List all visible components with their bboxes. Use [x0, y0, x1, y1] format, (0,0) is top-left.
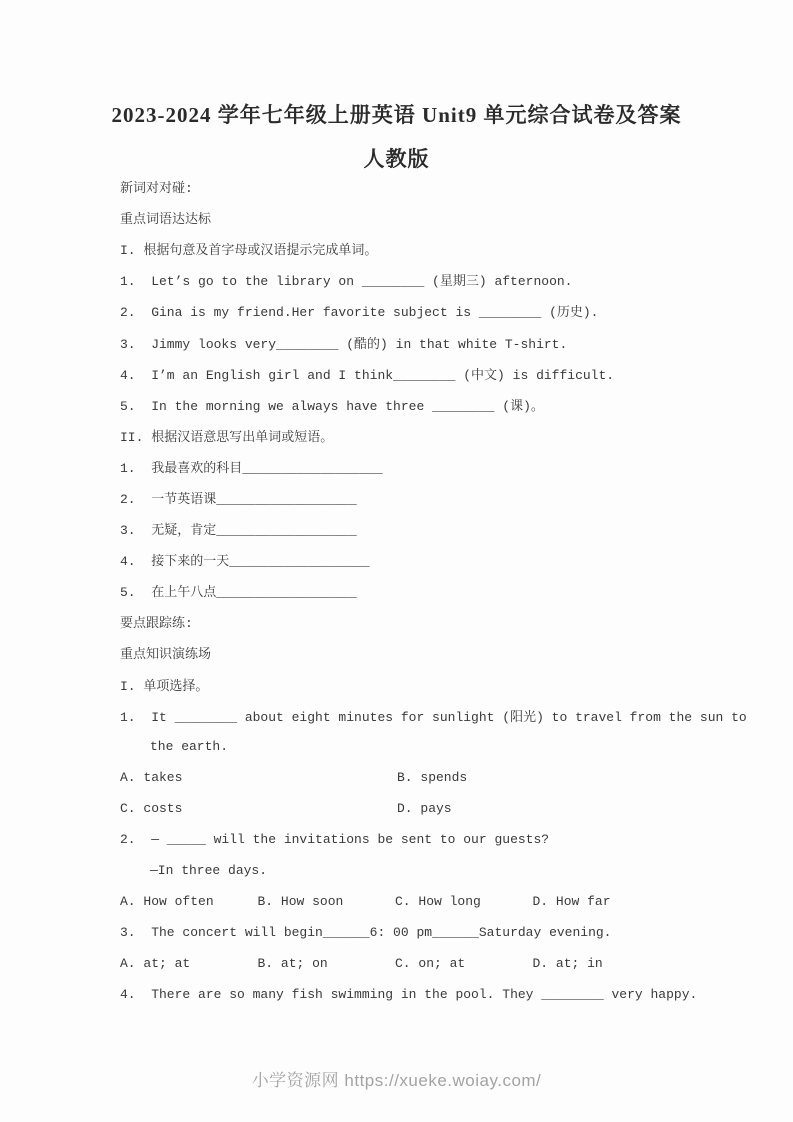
document-body: [120, 171, 747, 1011]
document-title-line2: 人教版: [363, 147, 430, 171]
label-knowledge-drill: 重点知识演练场: [120, 647, 212, 663]
choice-q1-option-b: B. spends: [397, 769, 468, 785]
part2-question-3: 3. 无疑，肯定__________________: [120, 523, 357, 539]
choice-q4-text: 4. There are so many fish swimming in the pool. They ________ very happy.: [120, 987, 698, 1003]
part1-question-4: 4. I’m an English girl and I think________ (中文) is difficult.: [120, 367, 615, 383]
choice-q2-options-row: [120, 886, 680, 917]
choice-q2-text-cont: —In three days.: [150, 863, 268, 879]
choice-q3-text: 3. The concert will begin______6: 00 pm______Saturday evening.: [120, 925, 612, 941]
part2-heading: II. 根据汉语意思写出单词或短语。: [120, 429, 334, 445]
part1-question-3: 3. Jimmy looks very________ (酷的) in that white T-shirt.: [120, 336, 568, 352]
choice-q3-option-a: A. at; at: [120, 956, 191, 972]
choice-q1-text-cont: the earth.: [150, 738, 229, 754]
choice-q3-option-b: B. at; on: [257, 956, 328, 972]
choice-q2-option-b: B. How soon: [257, 894, 344, 910]
choice-q1-options-row2: [120, 793, 680, 824]
part2-question-5: 5. 在上午八点__________________: [120, 585, 357, 601]
choice-q1-option-c: C. costs: [120, 800, 183, 816]
part2-question-4: 4. 接下来的一天__________________: [120, 554, 370, 570]
footer-watermark: 小学资源网 https://xueke.woiay.com/: [251, 1071, 542, 1090]
part2-question-2: 2. 一节英语课__________________: [120, 491, 357, 507]
part2-question-1: 1. 我最喜欢的科目__________________: [120, 460, 383, 476]
choice-q3-options-row: [120, 948, 680, 979]
choice-q2-option-a: A. How often: [120, 894, 214, 910]
choice-section-heading: I. 单项选择。: [120, 678, 209, 694]
document-title-line1: 2023-2024 学年七年级上册英语 Unit9 单元综合试卷及答案: [111, 103, 682, 127]
part1-question-1: 1. Let’s go to the library on ________ (星期三) afternoon.: [120, 274, 573, 290]
part1-heading: I. 根据句意及首字母或汉语提示完成单词。: [120, 243, 378, 259]
choice-q2-text: 2. — _____ will the invitations be sent to our guests?: [120, 832, 550, 848]
choice-q3-option-c: C. on; at: [395, 956, 466, 972]
choice-q2-option-d: D. How far: [532, 894, 611, 910]
choice-q1-options-row1: [120, 762, 680, 793]
choice-q1-text: 1. It ________ about eight minutes for sunlight (阳光) to travel from the sun to: [120, 709, 747, 725]
document-title-block: [0, 100, 793, 174]
choice-q1-option-a: A. takes: [120, 769, 183, 785]
part1-question-2: 2. Gina is my friend.Her favorite subject is ________ (历史).: [120, 305, 599, 321]
choice-q2-option-c: C. How long: [395, 894, 481, 910]
label-key-words-standard: 重点词语达达标: [120, 212, 212, 228]
choice-q1-option-d: D. pays: [397, 800, 452, 816]
part1-question-5: 5. In the morning we always have three ________ (课)。: [120, 398, 544, 414]
label-key-points-practice: 要点跟踪练:: [120, 616, 193, 632]
label-new-words: 新词对对碰:: [120, 181, 193, 197]
choice-q3-option-d: D. at; in: [532, 956, 603, 972]
